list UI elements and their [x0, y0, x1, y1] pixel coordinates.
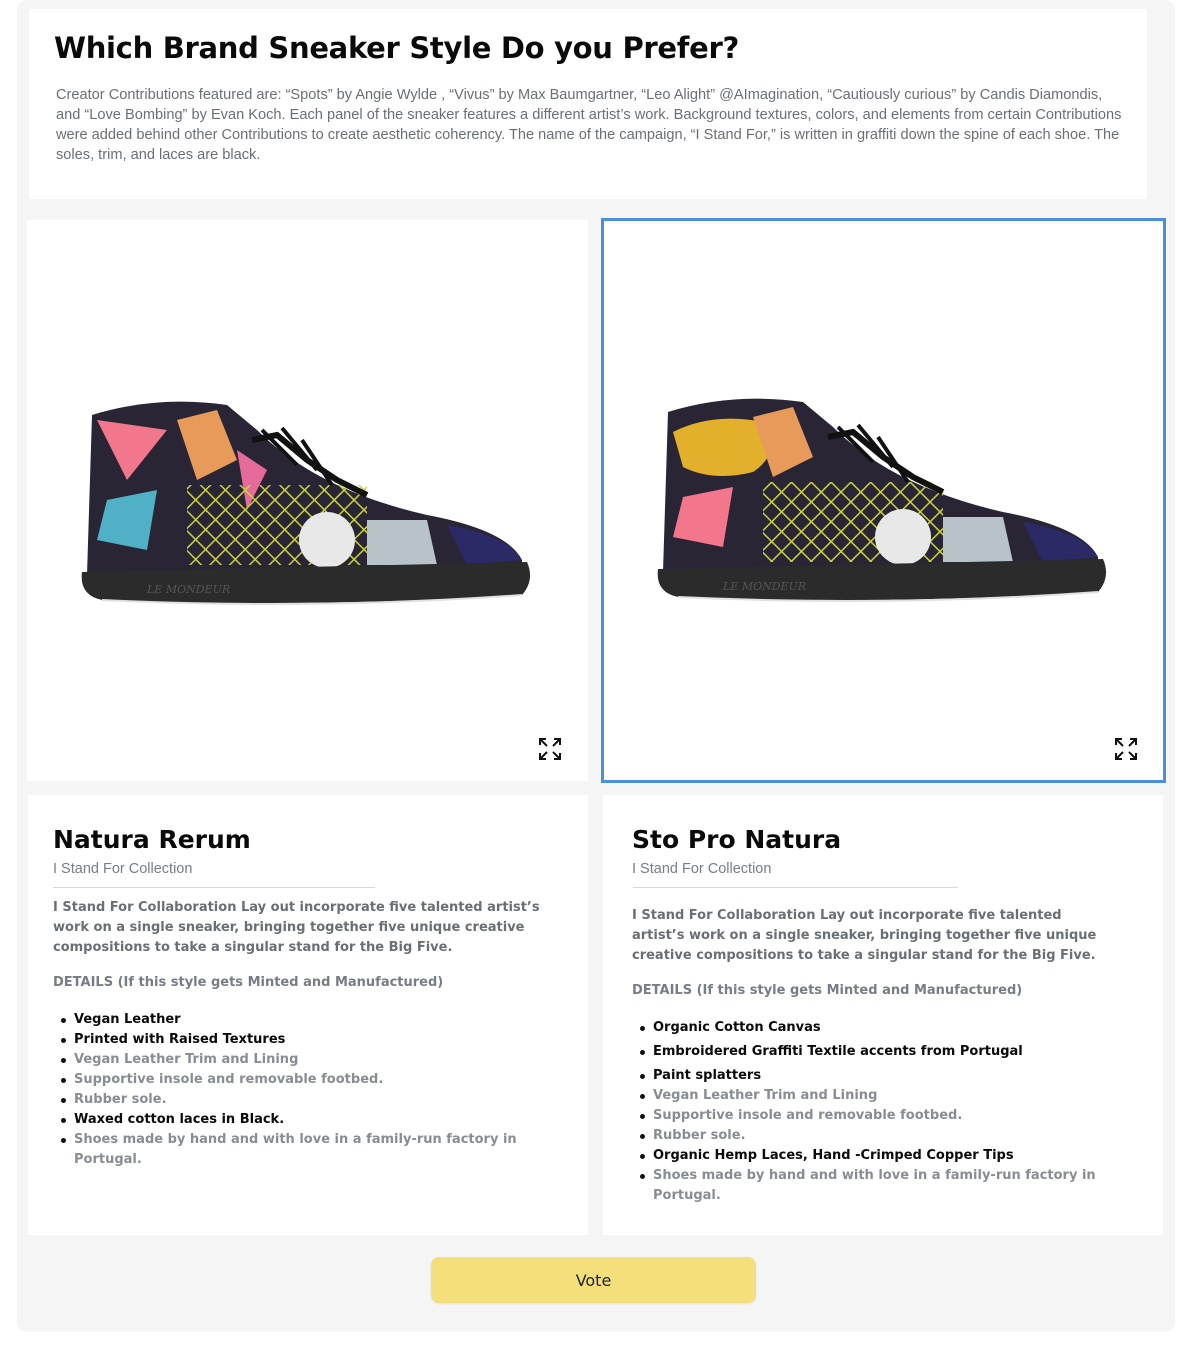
- expand-icon[interactable]: [538, 737, 562, 761]
- page-title: Which Brand Sneaker Style Do you Prefer?: [54, 31, 739, 65]
- divider: [53, 887, 375, 888]
- brand-mark: LE MONDEUR: [723, 580, 807, 593]
- feature-item: Paint splatters: [653, 1066, 1113, 1086]
- feature-item: Vegan Leather Trim and Lining: [653, 1086, 1113, 1106]
- feature-item: Vegan Leather: [74, 1010, 534, 1030]
- feature-item: Rubber sole.: [74, 1090, 534, 1110]
- sneaker-image-sto-pro-natura: [643, 392, 1123, 632]
- product-name: Natura Rerum: [53, 825, 251, 854]
- product-blurb: I Stand For Collaboration Lay out incorporate five talented artist’s work on a single sneaker, bringing together five unique creative compositions to take a singular stand for the Big Five.: [53, 900, 540, 955]
- option-b-details-card: [603, 795, 1163, 1235]
- feature-item: Organic Cotton Canvas: [653, 1018, 1113, 1038]
- option-a-image-card[interactable]: [27, 220, 588, 781]
- divider: [633, 887, 958, 888]
- feature-item: Shoes made by hand and with love in a family-run factory in Portugal.: [653, 1166, 1113, 1206]
- question-header: [29, 9, 1147, 199]
- feature-item: Vegan Leather Trim and Lining: [74, 1050, 534, 1070]
- details-label: DETAILS (If this style gets Minted and Manufactured): [632, 983, 1023, 998]
- collection-name: I Stand For Collection: [632, 861, 772, 877]
- brand-mark: LE MONDEUR: [147, 583, 231, 596]
- feature-item: Supportive insole and removable footbed.: [74, 1070, 534, 1090]
- option-a-details-card: [28, 795, 588, 1235]
- option-b-image-card[interactable]: [603, 220, 1164, 781]
- collection-name: I Stand For Collection: [53, 861, 193, 877]
- sneaker-image-natura-rerum: [67, 390, 547, 630]
- feature-item: Embroidered Graffiti Textile accents from Portugal: [653, 1042, 1113, 1062]
- feature-item: Organic Hemp Laces, Hand -Crimped Copper Tips: [653, 1146, 1113, 1166]
- feature-list: [653, 1018, 1113, 1206]
- feature-item: Waxed cotton laces in Black.: [74, 1110, 534, 1130]
- feature-list: [74, 1010, 534, 1170]
- expand-icon[interactable]: [1114, 737, 1138, 761]
- page-description: Creator Contributions featured are: “Spots” by Angie Wylde , “Vivus” by Max Baumgartner, “Leo Alight” @AImagination, “Cautiously curious” by Candis Diamondis, and “Love Bombing” by Evan Koch. Each panel of the sneaker features a different artist’s work. Background textures, colors, and elements from certain Contributions were added behind other Contributions to create aesthetic coherency. The name of the campaign, “I Stand For,” is written in graffiti down the spine of each shoe. The soles, trim, and laces are black.: [56, 87, 1122, 163]
- product-name: Sto Pro Natura: [632, 825, 842, 854]
- feature-item: Supportive insole and removable footbed.: [653, 1106, 1113, 1126]
- vote-button[interactable]: Vote: [431, 1257, 756, 1303]
- feature-item: Shoes made by hand and with love in a family-run factory in Portugal.: [74, 1130, 534, 1170]
- feature-item: Rubber sole.: [653, 1126, 1113, 1146]
- details-label: DETAILS (If this style gets Minted and Manufactured): [53, 975, 444, 990]
- feature-item: Printed with Raised Textures: [74, 1030, 534, 1050]
- product-blurb: I Stand For Collaboration Lay out incorporate five talented artist’s work on a single sneaker, bringing together five unique creative compositions to take a singular stand for the Big Five.: [632, 908, 1097, 963]
